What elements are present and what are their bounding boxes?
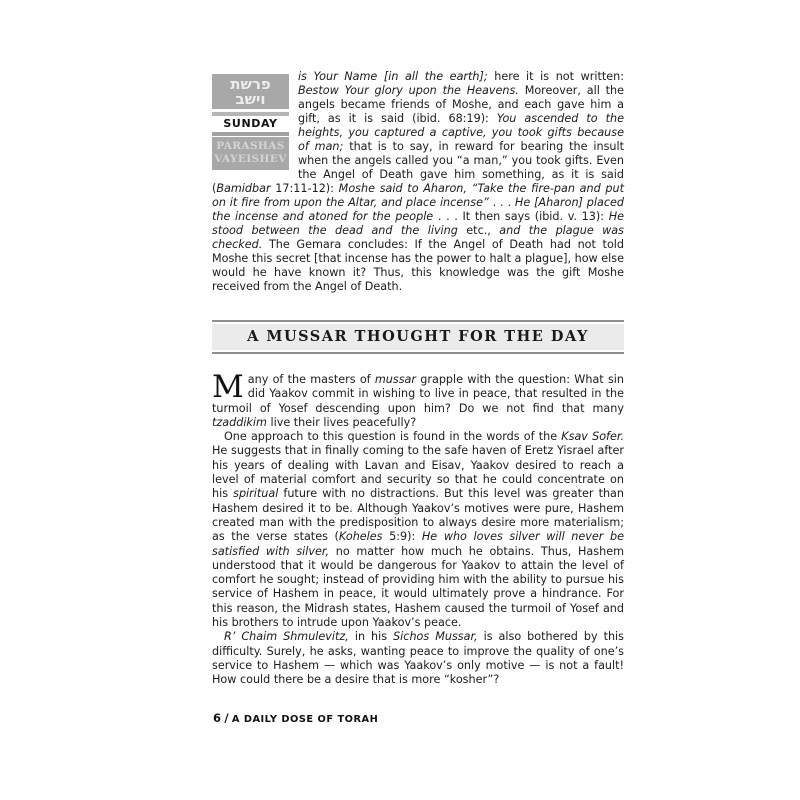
section-heading-bar — [212, 320, 624, 354]
divider-rule — [212, 112, 289, 116]
parashas-line-1: PARASHAS — [216, 140, 285, 152]
divider-rule — [212, 132, 289, 136]
gemara-section — [212, 70, 624, 294]
hebrew-line-2: וישב — [235, 90, 266, 108]
text-column — [212, 70, 624, 688]
book-title: A DAILY DOSE OF TORAH — [231, 714, 379, 725]
footer-divider: / — [224, 711, 229, 725]
mussar-paragraph-1-text: any of the masters of mussar grapple with the question: What sin did Yaakov commit in wishing to live in peace, that resulted in the turmoil of Yosef descending upon him? Do we not find that many tzaddikim live their lives peacefully? — [212, 373, 624, 429]
gemara-paragraph: is Your Name [in all the earth]; here it is not written: Bestow Your glory upon the Heavens. Moreover, all the angels became friends of Moshe, and each gave him a gift, as it is said (ibid. 68:19): You ascended to the heights, you captured a captive, you took gifts because of man; that is to say, in reward for bearing the insult when the angels called you “a man,” you took gifts. Even the Angel of Death gave him something, as it is said (Bamidbar 17:11-12): Moshe said to Aharon, “Take the fire-pan and put on it fire from upon the Altar, and place incense” . . . He [Aharon] placed the incense and atoned for the people . . . It then says (ibid. v. 13): He stood between the dead and the living etc., and the plague was checked. The Gemara concludes: If the Angel of Death had not told Moshe this secret [that incense has the power to halt a plague], how else would he have known it? Thus, this knowledge was the gift Moshe received from the Angel of Death. — [212, 70, 624, 293]
mussar-section — [212, 369, 624, 688]
parashah-sidebar — [212, 74, 289, 170]
section-heading: A MUSSAR THOUGHT FOR THE DAY — [212, 324, 624, 350]
mussar-paragraph-2: One approach to this question is found in the words of the Ksav Sofer. He suggests that in finally coming to the safe haven of Eretz Yisrael after his years of dealing with Lavan and Eisav, Yaakov desired to reach a level of material comfort and security so that he could concentrate on his spiritual future with no distractions. But this level was greater than Hashem desired it to be. Although Yaakov’s motives were pure, Hashem created man with the predisposition to always desire more materialism; as the verse states (Koheles 5:9): He who loves silver will never be satisfied with silver, no matter how much he obtains. Thus, Hashem understood that it would be dangerous for Yaakov to attain the level of comfort he sought; instead of providing him with the ability to pursue his service of Hashem in peace, it would ultimately prove a hindrance. For this reason, the Midrash states, Hashem caused the turmoil of Yosef and his brothers to intrude upon Yaakov’s peace. — [212, 430, 624, 630]
mussar-paragraph-1 — [212, 369, 624, 430]
page-number: 6 — [213, 711, 222, 725]
hebrew-line-1: פרשת — [230, 75, 271, 93]
page-footer — [213, 707, 378, 726]
parashah-english-box — [212, 137, 289, 170]
day-label: SUNDAY — [223, 117, 278, 130]
parashah-hebrew-box — [212, 74, 289, 109]
mussar-paragraph-3: R’ Chaim Shmulevitz, in his Sichos Mussar, is also bothered by this difficulty. Surely, he asks, wanting peace to improve the quality of one’s service to Hashem — which was Yaakov’s only motive — is not a fault! How could there be a desire that is more “kosher”? — [212, 630, 624, 687]
parashas-line-2: VAYEISHEV — [214, 153, 287, 165]
dropcap: M — [212, 369, 244, 405]
